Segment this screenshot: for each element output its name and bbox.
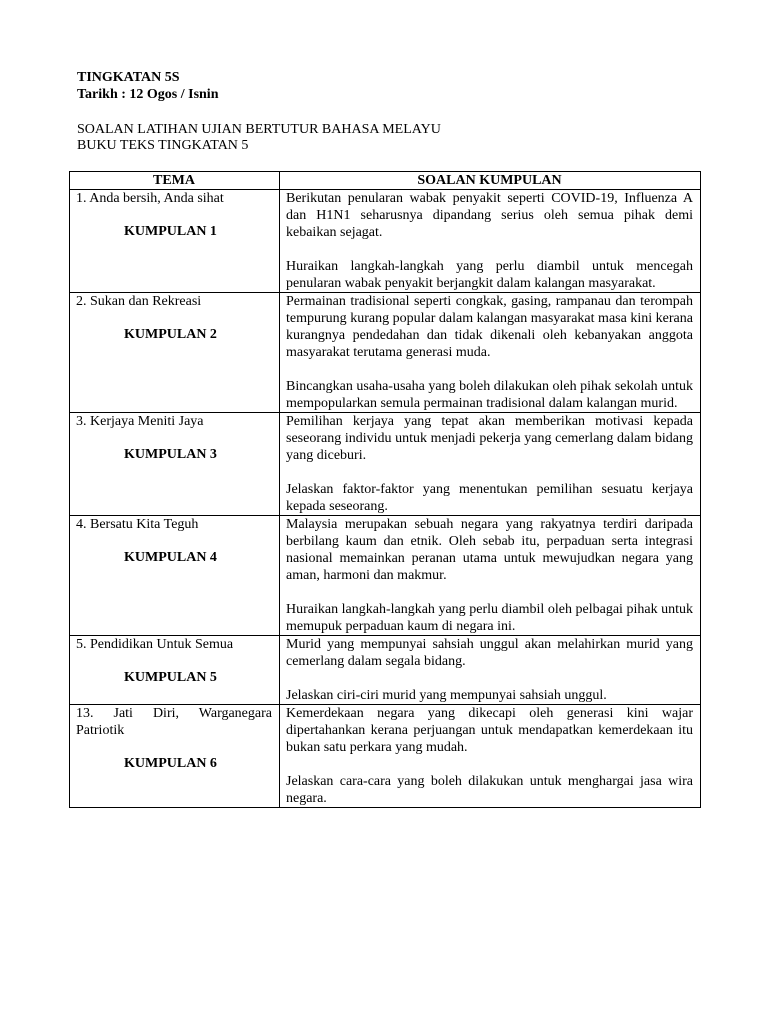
kumpulan-label: KUMPULAN 2 <box>124 327 217 342</box>
tema-cell <box>70 190 280 293</box>
soalan-question: Jelaskan ciri-ciri murid yang mempunyai sahsiah unggul. <box>286 688 607 703</box>
tema-text: 5. Pendidikan Untuk Semua <box>76 637 234 652</box>
soalan-context: Malaysia merupakan sebuah negara yang rakyatnya terdiri daripada berbilang kaum dan etnik. Oleh sebab itu, perpaduan serta integrasi nasional memainkan peranan utama untuk mewujudkan negara yang aman, harmoni dan makmur. <box>286 517 693 583</box>
soalan-question: Jelaskan cara-cara yang boleh dilakukan untuk menghargai jasa wira negara. <box>286 774 693 806</box>
table-row <box>70 293 701 413</box>
document-subtitle: BUKU TEKS TINGKATAN 5 <box>77 138 249 153</box>
soalan-cell <box>280 413 701 516</box>
tema-text: 1. Anda bersih, Anda sihat <box>76 191 224 206</box>
tema-cell <box>70 636 280 705</box>
kumpulan-label: KUMPULAN 5 <box>124 670 217 685</box>
soalan-cell <box>280 293 701 413</box>
soalan-question: Jelaskan faktor-faktor yang menentukan pemilihan sesuatu kerjaya kepada seseorang. <box>286 482 693 514</box>
column-header-soalan: SOALAN KUMPULAN <box>280 172 701 190</box>
table-row <box>70 516 701 636</box>
soalan-cell <box>280 705 701 808</box>
soalan-cell <box>280 190 701 293</box>
form-label: TINGKATAN 5S <box>77 70 180 85</box>
kumpulan-label: KUMPULAN 3 <box>124 447 217 462</box>
column-header-tema: TEMA <box>70 172 280 190</box>
soalan-context: Murid yang mempunyai sahsiah unggul akan melahirkan murid yang cemerlang dalam segala bidang. <box>286 637 693 669</box>
tema-cell <box>70 293 280 413</box>
tema-text: 3. Kerjaya Meniti Jaya <box>76 414 204 429</box>
table-row <box>70 413 701 516</box>
soalan-context: Pemilihan kerjaya yang tepat akan memberikan motivasi kepada seseorang individu untuk menjadi pekerja yang cemerlang dalam bidang yang diceburi. <box>286 414 693 463</box>
table-header-row <box>70 172 701 190</box>
tema-cell <box>70 705 280 808</box>
tema-text: 2. Sukan dan Rekreasi <box>76 294 202 309</box>
soalan-question: Huraikan langkah-langkah yang perlu diambil oleh pelbagai pihak untuk memupuk perpaduan kaum di negara ini. <box>286 602 693 634</box>
kumpulan-label: KUMPULAN 1 <box>124 224 217 239</box>
table-row <box>70 190 701 293</box>
soalan-context: Berikutan penularan wabak penyakit seperti COVID-19, Influenza A dan H1N1 seharusnya dipandang serius oleh semua pihak demi kebaikan sejagat. <box>286 191 693 240</box>
tema-text: 13. Jati Diri, Warganegara Patriotik <box>76 706 272 738</box>
tema-cell <box>70 516 280 636</box>
questions-table <box>69 171 701 808</box>
tema-text: 4. Bersatu Kita Teguh <box>76 517 199 532</box>
kumpulan-label: KUMPULAN 6 <box>124 756 217 771</box>
document-title: SOALAN LATIHAN UJIAN BERTUTUR BAHASA MELAYU <box>77 122 441 137</box>
soalan-question: Huraikan langkah-langkah yang perlu diambil untuk mencegah penularan wabak penyakit berjangkit dalam kalangan masyarakat. <box>286 259 693 291</box>
table-row <box>70 705 701 808</box>
tema-cell <box>70 413 280 516</box>
soalan-cell <box>280 636 701 705</box>
soalan-question: Bincangkan usaha-usaha yang boleh dilakukan oleh pihak sekolah untuk mempopularkan semula permainan tradisional dalam kalangan murid. <box>286 379 693 411</box>
soalan-context: Permainan tradisional seperti congkak, gasing, rampanau dan terompah tempurung kurang popular dalam kalangan masyarakat masa kini kerana kurangnya pendedahan dan tidak dikenali oleh kebanyakan anggota masyarakat terutama generasi muda. <box>286 294 693 360</box>
table-row <box>70 636 701 705</box>
soalan-context: Kemerdekaan negara yang dikecapi oleh generasi kini wajar dipertahankan kerana perjuangan untuk mendapatkan kemerdekaan itu bukan satu perkara yang mudah. <box>286 706 693 755</box>
date-label: Tarikh : 12 Ogos / Isnin <box>77 87 219 102</box>
soalan-cell <box>280 516 701 636</box>
kumpulan-label: KUMPULAN 4 <box>124 550 217 565</box>
